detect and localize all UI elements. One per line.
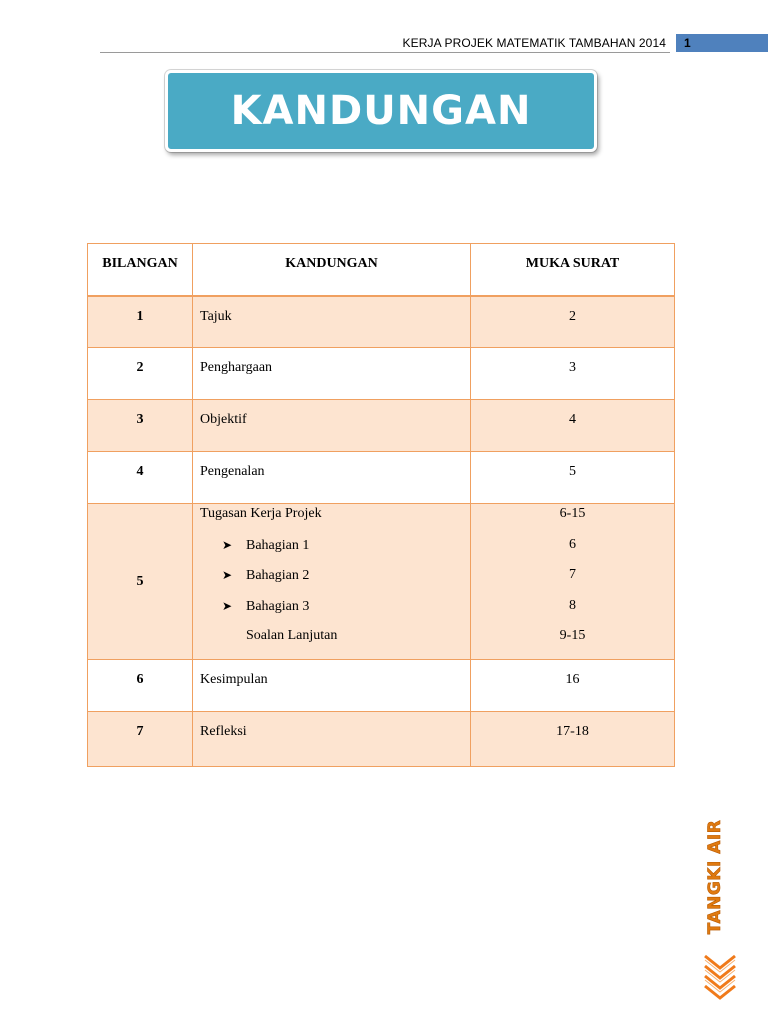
sub-item-page: 7 <box>569 567 576 582</box>
page-number: 1 <box>676 34 768 52</box>
row-item: Tajuk <box>193 296 471 348</box>
header-rule <box>100 52 670 53</box>
row-page: 16 <box>471 660 675 712</box>
table-row <box>88 660 675 712</box>
row-page: 5 <box>471 452 675 504</box>
row-number: 4 <box>88 452 193 504</box>
sub-item-page: 6 <box>569 536 576 552</box>
sub-item-page: 8 <box>569 597 576 613</box>
row-number: 7 <box>88 712 193 767</box>
contents-table <box>87 243 675 767</box>
column-header-number: BILANGAN <box>88 244 193 296</box>
table-row <box>88 348 675 400</box>
sub-item <box>200 536 470 567</box>
sub-item <box>200 597 470 628</box>
row-number: 1 <box>88 296 193 348</box>
header-title: KERJA PROJEK MATEMATIK TAMBAHAN 2014 <box>402 36 666 50</box>
row-item: Penghargaan <box>193 348 471 400</box>
sub-item-label: Bahagian 3 <box>246 598 310 614</box>
column-header-contents: KANDUNGAN <box>193 244 471 296</box>
arrow-bullet-icon: ➤ <box>222 537 233 552</box>
row-page: 2 <box>471 296 675 348</box>
row-number: 6 <box>88 660 193 712</box>
row-item-group <box>193 504 471 660</box>
row-page: 3 <box>471 348 675 400</box>
sub-item-page: 9-15 <box>559 628 586 643</box>
row-item: Objektif <box>193 400 471 452</box>
sub-item-label: Bahagian 1 <box>246 537 310 553</box>
row-item: Tugasan Kerja Projek <box>200 506 322 521</box>
row-number: 3 <box>88 400 193 452</box>
page-title: KANDUNGAN <box>230 88 532 134</box>
sub-item-label: Soalan Lanjutan <box>246 628 338 643</box>
row-page: 4 <box>471 400 675 452</box>
side-label-text: TANGKI AIR <box>705 819 725 935</box>
row-page: 17-18 <box>471 712 675 767</box>
arrow-bullet-icon: ➤ <box>222 598 233 613</box>
arrow-bullet-icon: ➤ <box>222 568 233 582</box>
title-banner <box>165 70 597 152</box>
row-page-group <box>471 504 675 660</box>
row-item: Pengenalan <box>193 452 471 504</box>
row-number: 2 <box>88 348 193 400</box>
table-row <box>88 712 675 767</box>
row-item: Kesimpulan <box>193 660 471 712</box>
chevron-down-icon <box>702 952 738 1002</box>
side-label <box>700 819 730 935</box>
table-row <box>88 452 675 504</box>
table-row <box>88 504 675 660</box>
sub-item-label: Bahagian 2 <box>246 568 310 583</box>
row-item: Refleksi <box>193 712 471 767</box>
table-header-row <box>88 244 675 296</box>
sub-item <box>200 566 470 597</box>
table-row <box>88 296 675 348</box>
row-number: 5 <box>88 504 193 660</box>
row-page: 6-15 <box>559 506 586 521</box>
table-row <box>88 400 675 452</box>
column-header-page: MUKA SURAT <box>471 244 675 296</box>
